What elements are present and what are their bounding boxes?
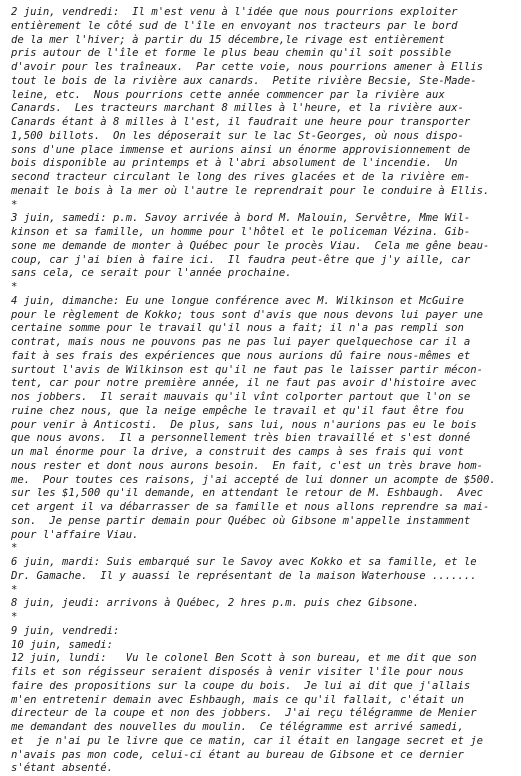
entry-line: 2 juin, vendredi: Il m'est venu à l'idée que nous pourrions exploiter xyxy=(11,6,458,18)
entry-line: 9 juin, vendredi: xyxy=(11,624,120,637)
entry-line: tout le bois de la rivière aux canards. Petite rivière Becsie, Ste-Made- xyxy=(11,74,477,87)
entry-line: pour l'affaire Viau. xyxy=(11,528,139,541)
entry-line: n'avais pas mon code, celui-ci étant au bureau de Gibsone et ce dernier xyxy=(11,748,464,761)
entry-line: kinson et sa famille, un homme pour l'hôtel et le policeman Vézina. Gib- xyxy=(11,226,471,238)
entry-line: s'étant absenté. xyxy=(11,762,114,775)
entry-line: bois disponible au printemps et à l'abri absolument de l'incendie. Un xyxy=(11,157,458,170)
entry-line: que nous avons. Il a personnellement très bien travaillé et s'est donné xyxy=(11,432,471,445)
entry-separator: * xyxy=(11,542,18,555)
entry-line: 6 juin, mardi: Suis embarqué sur le Savoy avec Kokko et sa famille, et le xyxy=(11,556,477,568)
entry-line: Dr. Gamache. Il y auassi le représentant de la maison Waterhouse ....... xyxy=(11,569,477,582)
entry-line: d'avoir pour les traîneaux. Par cette voie, nous pourrions amener à Ellis xyxy=(11,61,483,73)
entry-line: tent, car pour notre première année, il ne faut pas avoir d'histoire avec xyxy=(11,377,477,390)
entry-line: 12 juin, lundi: Vu le colonel Ben Scott à son bureau, et me dit que son xyxy=(11,652,477,665)
entry-line: sone me demande de monter à Québec pour le procès Viau. Cela me gêne beau- xyxy=(11,239,490,252)
entry-line: nos jobbers. Il serait mauvais qu'il vînt colporter partout que l'on se xyxy=(11,391,471,403)
entry-line: nous rester et dont nous aurons besoin. En fait, c'est un très brave hom- xyxy=(11,459,483,472)
entry-line: 4 juin, dimanche: Eu une longue conférence avec M. Wilkinson et McGuire xyxy=(11,294,464,307)
entry-line: faire des propositions sur la coupe du bois. Je lui ai dit que j'allais xyxy=(11,679,471,692)
entry-line: coup, car j'ai bien à faire ici. Il faudra peut-être que j'y aille, car xyxy=(11,253,471,266)
entry-line: fait à ses frais des expériences que nous aurions dû faire nous-mêmes et xyxy=(11,349,471,362)
entry-line: certaine somme pour le travail qu'il nous a fait; il n'a pas rempli son xyxy=(11,322,464,335)
entry-line: me. Pour toutes ces raisons, j'ai accepté de lui donner un acompte de $500. xyxy=(11,473,496,486)
entry-line: m'en entretenir demain avec Eshbaugh, mais ce qu'il fallait, c'était un xyxy=(11,693,464,706)
entry-line: menait le bois à la mer où l'autre le reprendrait pour le conduire à Ellis. xyxy=(11,184,490,197)
entry-line: directeur de la coupe et non des jobbers. J'ai reçu télégramme de Menier xyxy=(11,707,477,720)
entry-line: et je n'ai pu le livre que ce matin, car il était en langage secret et je xyxy=(11,734,483,747)
entry-line: sur les $1,500 qu'il demande, en attendant le retour de M. Eshbaugh. Avec xyxy=(11,487,483,500)
entry-separator: * xyxy=(11,611,18,623)
journal-entry-6-juin xyxy=(11,556,513,584)
entry-line: 3 juin, samedi: p.m. Savoy arrivée à bord M. Malouin, Servêtre, Mme Wil- xyxy=(11,212,471,225)
entry-line: Canards. Les tracteurs marchant 8 milles à l'heure, et la rivière aux- xyxy=(11,102,464,115)
entry-line: un mal énorme pour la drive, a construit des camps à ses frais qui vont xyxy=(11,446,464,458)
entry-line: contrat, mais nous ne pouvons pas ne pas lui payer quelquechose car il a xyxy=(11,336,471,348)
entry-line: me demandant des nouvelles du moulin. Ce télégramme est arrivé samedi, xyxy=(11,721,464,733)
entry-line: cet argent il va débarrasser de sa famille et nous allons reprendre sa mai- xyxy=(11,501,490,513)
entry-separator: * xyxy=(11,198,18,211)
entry-line: pour venir à Anticosti. De plus, sans lui, nous n'aurions pas eu le bois xyxy=(11,418,477,431)
journal-entry-9-12-juin xyxy=(11,625,513,776)
entry-line: second tracteur circulant le long des rives glacées et de la rivière em- xyxy=(11,171,471,183)
entry-line: 1,500 billots. On les déposerait sur le lac St-Georges, où nous dispo- xyxy=(11,129,464,142)
entry-line: Canards étant à 8 milles à l'est, il faudrait une heure pour transporter xyxy=(11,116,471,128)
entry-line: leine, etc. Nous pourrions cette année commencer par la rivière aux xyxy=(11,88,445,101)
entry-line: 10 juin, samedi: xyxy=(11,638,114,651)
journal-entry-2-juin xyxy=(11,6,513,199)
journal-entry-4-juin xyxy=(11,295,513,543)
entry-line: surtout l'avis de Wilkinson est qu'il ne faut pas le laisser partir mécon- xyxy=(11,363,483,376)
entry-line: son. Je pense partir demain pour Québec où Gibsone m'appelle instamment xyxy=(11,514,471,527)
entry-separator: * xyxy=(11,583,18,596)
entry-line: fils et son régisseur seraient disposés à venir visiter l'île pour nous xyxy=(11,666,464,678)
entry-line: pris autour de l'île et forme le plus beau chemin qu'il soit possible xyxy=(11,47,452,60)
entry-line: entièrement le côté sud de l'île en envoyant nos tracteurs par le bord xyxy=(11,19,458,32)
entry-line: pour le règlement de Kokko; tous sont d'avis que nous devons lui payer une xyxy=(11,308,483,321)
entry-line: sans cela, ce serait pour l'année prochaine. xyxy=(11,267,292,280)
journal-entry-3-juin xyxy=(11,212,513,281)
journal-entry-8-juin xyxy=(11,597,513,611)
entry-line: ruine chez nous, que la neige empêche le travail et qu'il faut être fou xyxy=(11,404,464,417)
entry-line: 8 juin, jeudi: arrivons à Québec, 2 hres p.m. puis chez Gibsone. xyxy=(11,597,420,610)
entry-line: sons d'une place immense et aurions ainsi un énorme approvisionnement de xyxy=(11,143,471,156)
entry-line: de la mer l'hiver; à partir du 15 décembre,le rivage est entièrement xyxy=(11,33,445,46)
entry-separator: * xyxy=(11,281,18,293)
